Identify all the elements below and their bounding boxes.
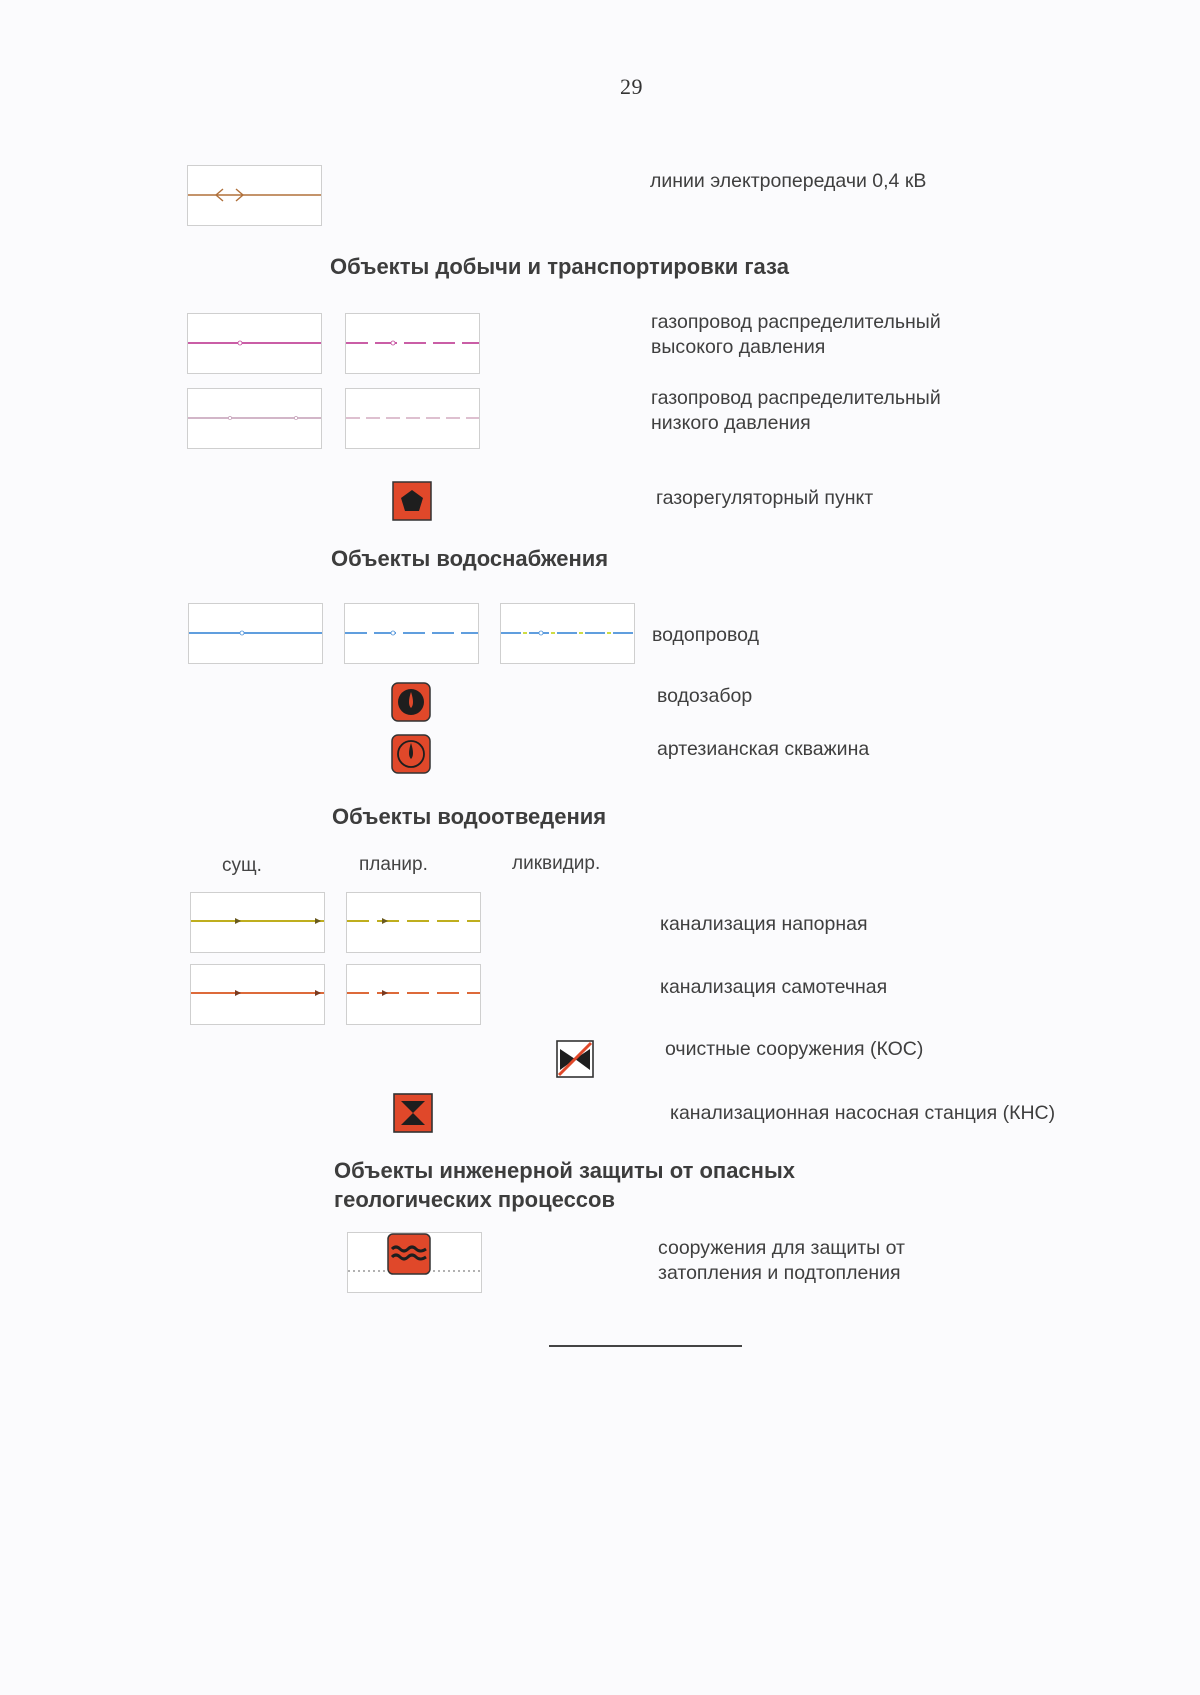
water-liquidated-symbol <box>500 603 635 664</box>
sewer-gravity-existing-symbol <box>190 964 325 1025</box>
water-heading: Объекты водоснабжения <box>331 546 609 571</box>
sewer-gravity-label: канализация самотечная <box>660 976 888 998</box>
flood-protection-icon <box>388 1234 430 1274</box>
gas-low-label-line2: низкого давления <box>651 412 811 434</box>
gas-high-label-line1: газопровод распределительный <box>651 311 941 333</box>
gas-low-planned-symbol <box>345 388 480 449</box>
gas-low-existing-symbol <box>187 388 322 449</box>
gas-regulator-label: газорегуляторный пункт <box>656 487 874 509</box>
geo-heading-line2: геологических процессов <box>334 1187 616 1212</box>
sewer-pressure-planned-symbol <box>346 892 481 953</box>
column-liquidated: ликвидир. <box>512 853 601 874</box>
flood-protection-label <box>658 1236 905 1286</box>
page-number: 29 <box>620 74 643 99</box>
flood-protection-label-line1: сооружения для защиты от <box>658 1237 905 1259</box>
water-intake-icon <box>391 682 431 722</box>
column-planned: планир. <box>359 854 428 875</box>
water-pipe-label: водопровод <box>652 624 759 646</box>
gas-high-existing-symbol <box>187 313 322 374</box>
power-line-label: линии электропередачи 0,4 кВ <box>650 170 927 192</box>
artesian-well-icon <box>391 734 431 774</box>
sewer-heading: Объекты водоотведения <box>332 804 607 829</box>
gas-low-label-line1: газопровод распределительный <box>651 387 941 409</box>
sewer-gravity-planned-symbol <box>346 964 481 1025</box>
sewer-pressure-existing-symbol <box>190 892 325 953</box>
pentagon-icon <box>392 481 432 521</box>
water-intake-label: водозабор <box>657 685 753 707</box>
gas-low-label <box>651 386 941 436</box>
gas-high-planned-symbol <box>345 313 480 374</box>
arrow-line-icon <box>188 166 321 225</box>
sewer-pressure-label: канализация напорная <box>660 913 868 935</box>
pump-station-icon <box>393 1093 433 1133</box>
pump-station-label: канализационная насосная станция (КНС) <box>670 1102 1056 1124</box>
power-line-symbol <box>187 165 322 226</box>
water-existing-symbol <box>188 603 323 664</box>
column-existing: сущ. <box>222 855 262 876</box>
gas-high-label-line2: высокого давления <box>651 336 826 358</box>
flood-protection-symbol <box>347 1232 482 1293</box>
treatment-plant-label: очистные сооружения (КОС) <box>665 1038 924 1060</box>
treatment-plant-icon <box>556 1040 594 1078</box>
gas-heading: Объекты добычи и транспортировки газа <box>330 254 789 279</box>
end-rule <box>549 1345 742 1347</box>
artesian-well-label: артезианская скважина <box>657 738 870 760</box>
geo-heading <box>334 1156 795 1214</box>
geo-heading-line1: Объекты инженерной защиты от опасных <box>334 1158 795 1183</box>
gas-high-label <box>651 310 941 360</box>
water-planned-symbol <box>344 603 479 664</box>
flood-protection-label-line2: затопления и подтопления <box>658 1262 901 1284</box>
